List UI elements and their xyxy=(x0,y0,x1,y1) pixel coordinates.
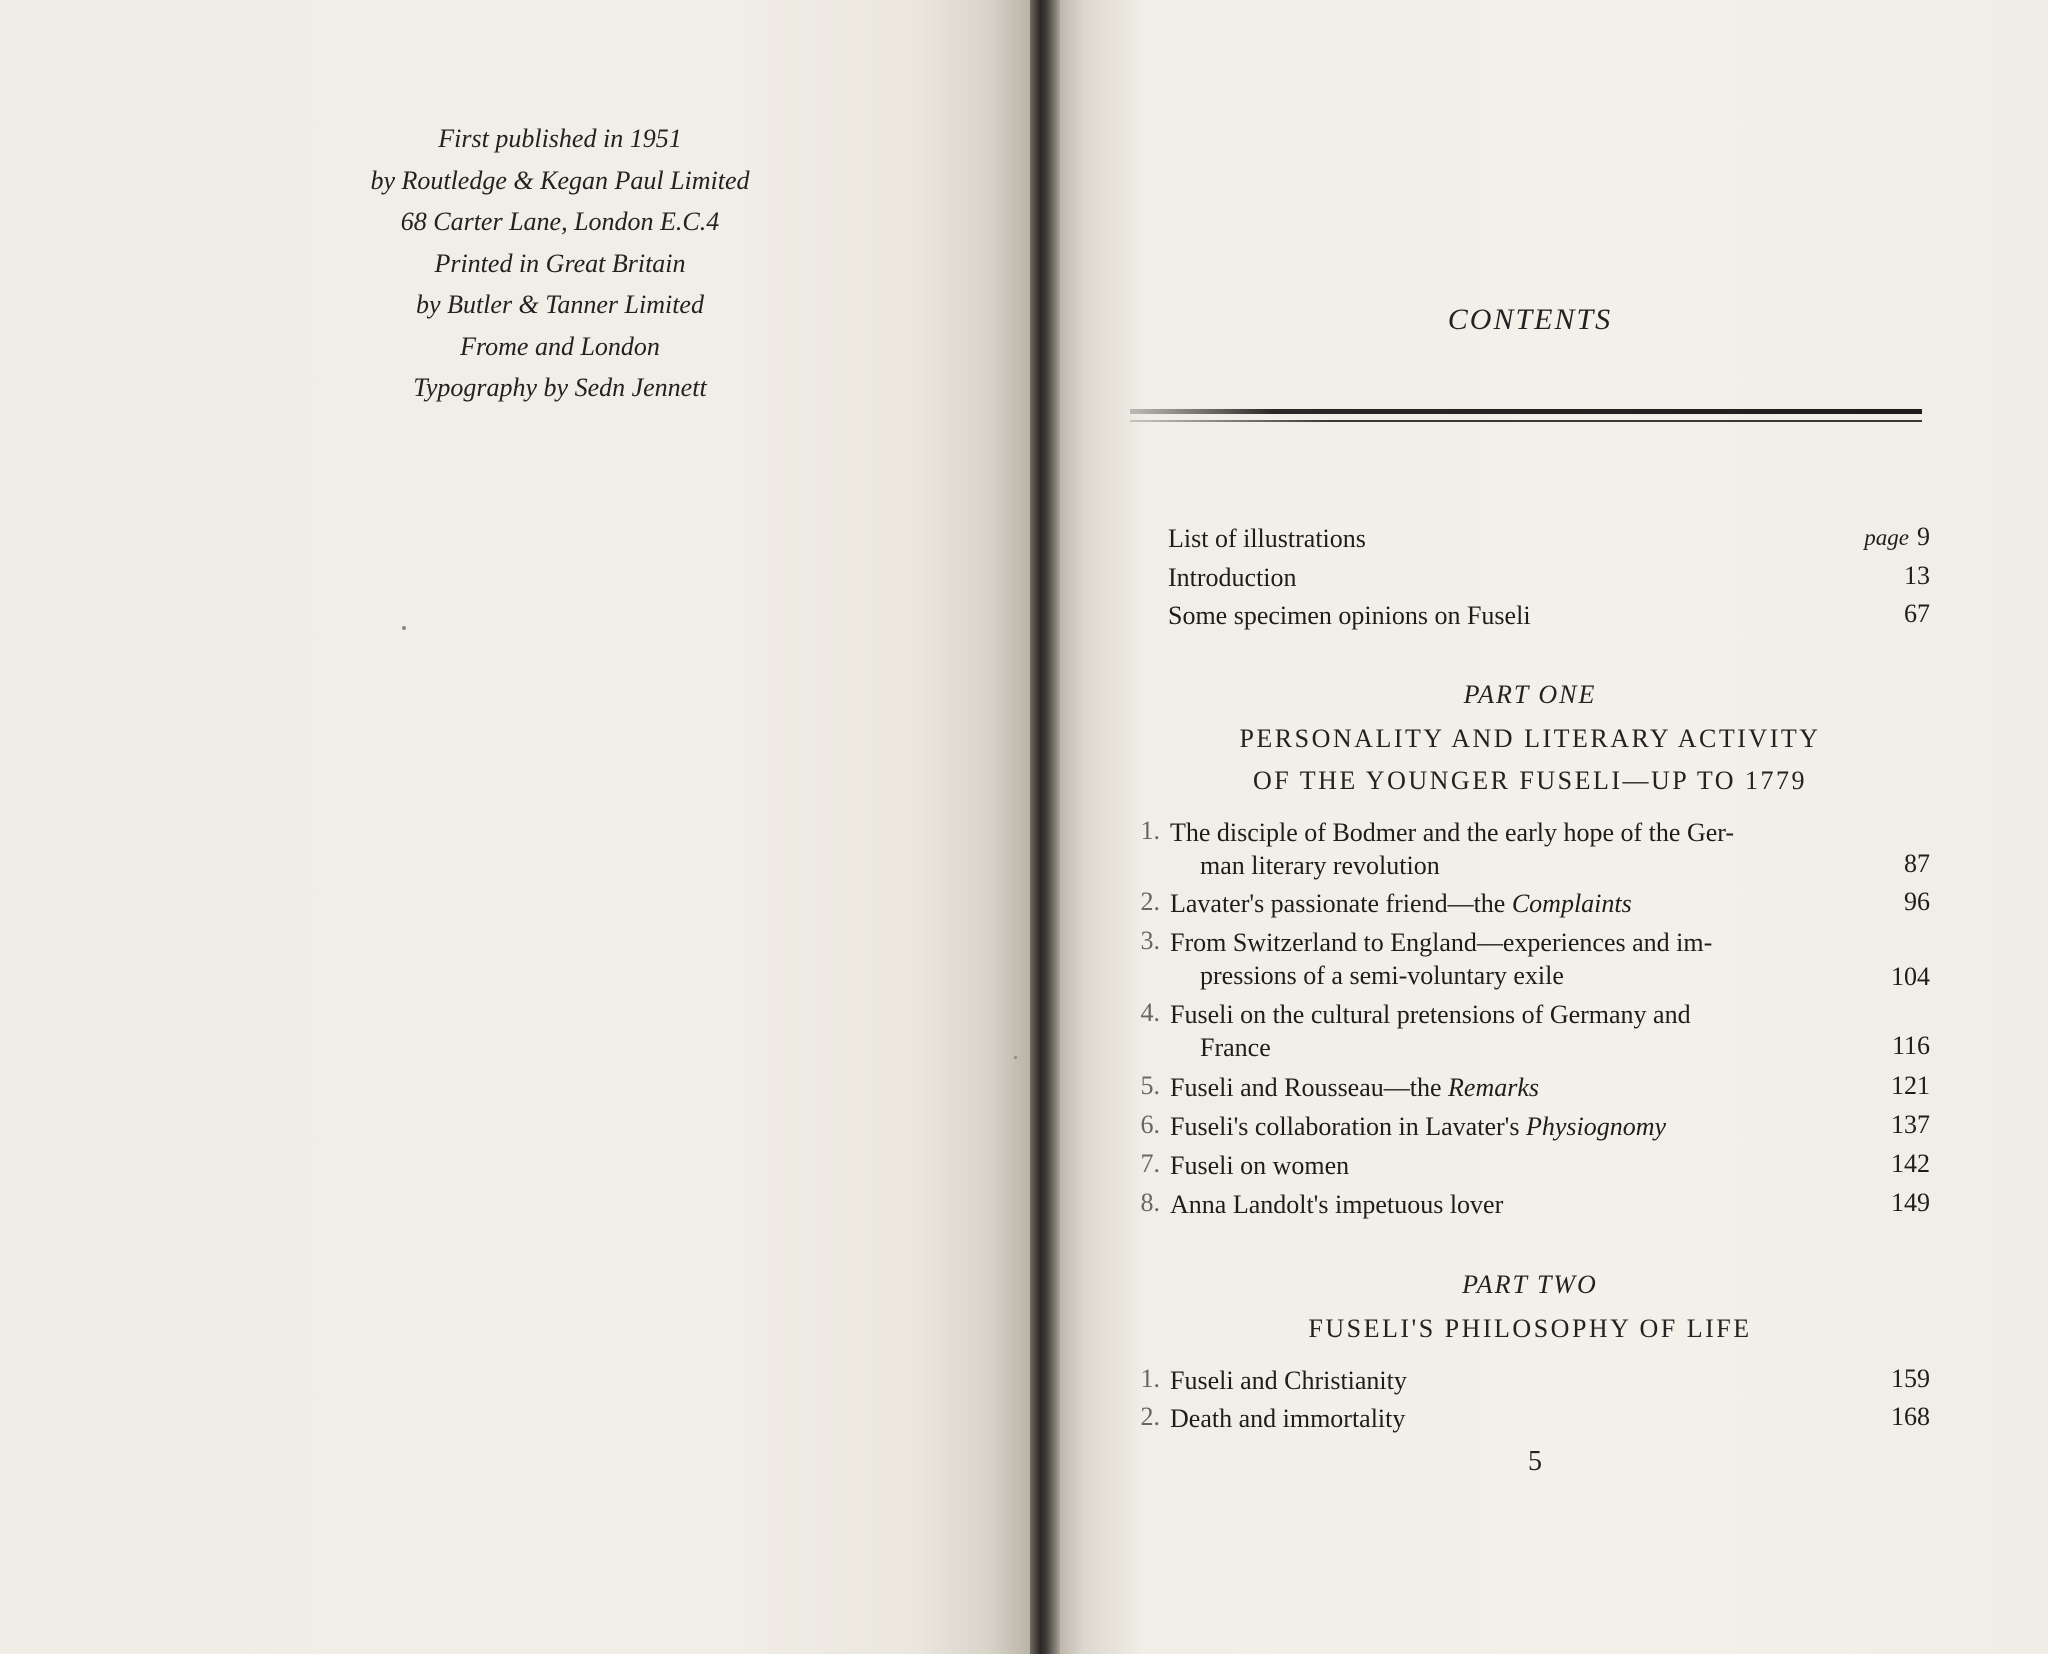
part-one-heading: PERSONALITY AND LITERARY ACTIVITY OF THE YOUNGER FUSELI—UP TO 1779 xyxy=(1239,724,1821,795)
chapter-page: 137 xyxy=(1891,1110,1930,1139)
imprint-line: Typography by Sedn Jennett xyxy=(413,373,707,402)
chapter-page: 116 xyxy=(1891,1031,1930,1060)
imprint-line: by Routledge & Kegan Paul Limited xyxy=(370,165,750,195)
part-two-label: PART TWO xyxy=(1462,1270,1598,1299)
paper-speck xyxy=(402,626,406,630)
page-prefix: page xyxy=(1864,525,1909,550)
contents-title: CONTENTS xyxy=(1447,303,1613,336)
chapter-page: 87 xyxy=(1904,849,1930,878)
part-one-label: PART ONE xyxy=(1463,680,1597,709)
chapter-title: Anna Landolt's impetuous lover xyxy=(1170,1190,1504,1219)
chapter-number: 8. xyxy=(1140,1188,1160,1217)
chapter-title: The disciple of Bodmer and the early hope of the Ger- man literary revolution xyxy=(1170,818,1735,880)
imprint-line: Printed in Great Britain xyxy=(434,248,686,278)
chapter-title: Death and immortality xyxy=(1170,1404,1406,1433)
chapter-number: 1. xyxy=(1140,1364,1160,1393)
chapter-title: From Switzerland to England—experiences and im- pressions of a semi-voluntary exile xyxy=(1170,928,1713,990)
chapter-number: 4. xyxy=(1140,998,1160,1027)
page-number: 5 xyxy=(1528,1446,1542,1477)
chapter-number: 6. xyxy=(1140,1110,1160,1139)
chapter-page: 168 xyxy=(1891,1402,1930,1431)
chapter-title: Fuseli on women xyxy=(1170,1151,1350,1180)
chapter-title: Lavater's passionate friend—the Complaints xyxy=(1170,889,1632,918)
chapter-page: 142 xyxy=(1891,1149,1930,1178)
chapter-page: 104 xyxy=(1891,962,1930,991)
part-two-heading: FUSELI'S PHILOSOPHY OF LIFE xyxy=(1308,1314,1752,1343)
paper-speck xyxy=(1014,1056,1017,1059)
toc-entry-label: List of illustrations xyxy=(1168,524,1366,553)
chapter-number: 7. xyxy=(1140,1149,1160,1178)
chapter-title: Fuseli on the cultural pretensions of Germany and France xyxy=(1170,1000,1691,1062)
chapter-number: 2. xyxy=(1140,887,1160,916)
chapter-page: 149 xyxy=(1891,1188,1930,1217)
chapter-number: 1. xyxy=(1140,816,1160,845)
imprint-line: 68 Carter Lane, London E.C.4 xyxy=(400,207,720,236)
imprint-line: Frome and London xyxy=(460,331,660,361)
chapter-page: 96 xyxy=(1904,887,1930,916)
chapter-number: 5. xyxy=(1140,1071,1160,1100)
chapter-number: 2. xyxy=(1140,1402,1160,1431)
toc-entry-page: page 9 xyxy=(1864,522,1930,551)
chapter-page: 159 xyxy=(1891,1364,1930,1393)
chapter-page: 121 xyxy=(1891,1071,1930,1100)
title-rule xyxy=(1130,409,1922,414)
chapter-number: 3. xyxy=(1140,926,1160,955)
toc-entry-label: Some specimen opinions on Fuseli xyxy=(1168,601,1531,630)
chapter-title: Fuseli and Christianity xyxy=(1170,1366,1407,1395)
toc-entry-label: Introduction xyxy=(1168,563,1297,592)
chapter-title: Fuseli and Rousseau—the Remarks xyxy=(1170,1073,1540,1102)
toc-entry-page: 13 xyxy=(1904,561,1930,590)
chapter-title: Fuseli's collaboration in Lavater's Physiognomy xyxy=(1170,1112,1667,1141)
imprint-line: by Butler & Tanner Limited xyxy=(416,290,704,319)
imprint-block xyxy=(300,118,820,409)
title-rule-thin xyxy=(1130,420,1922,422)
toc-entry-page: 67 xyxy=(1904,599,1930,628)
imprint-line: First published in 1951 xyxy=(438,124,682,153)
book-gutter xyxy=(1030,0,1060,1654)
